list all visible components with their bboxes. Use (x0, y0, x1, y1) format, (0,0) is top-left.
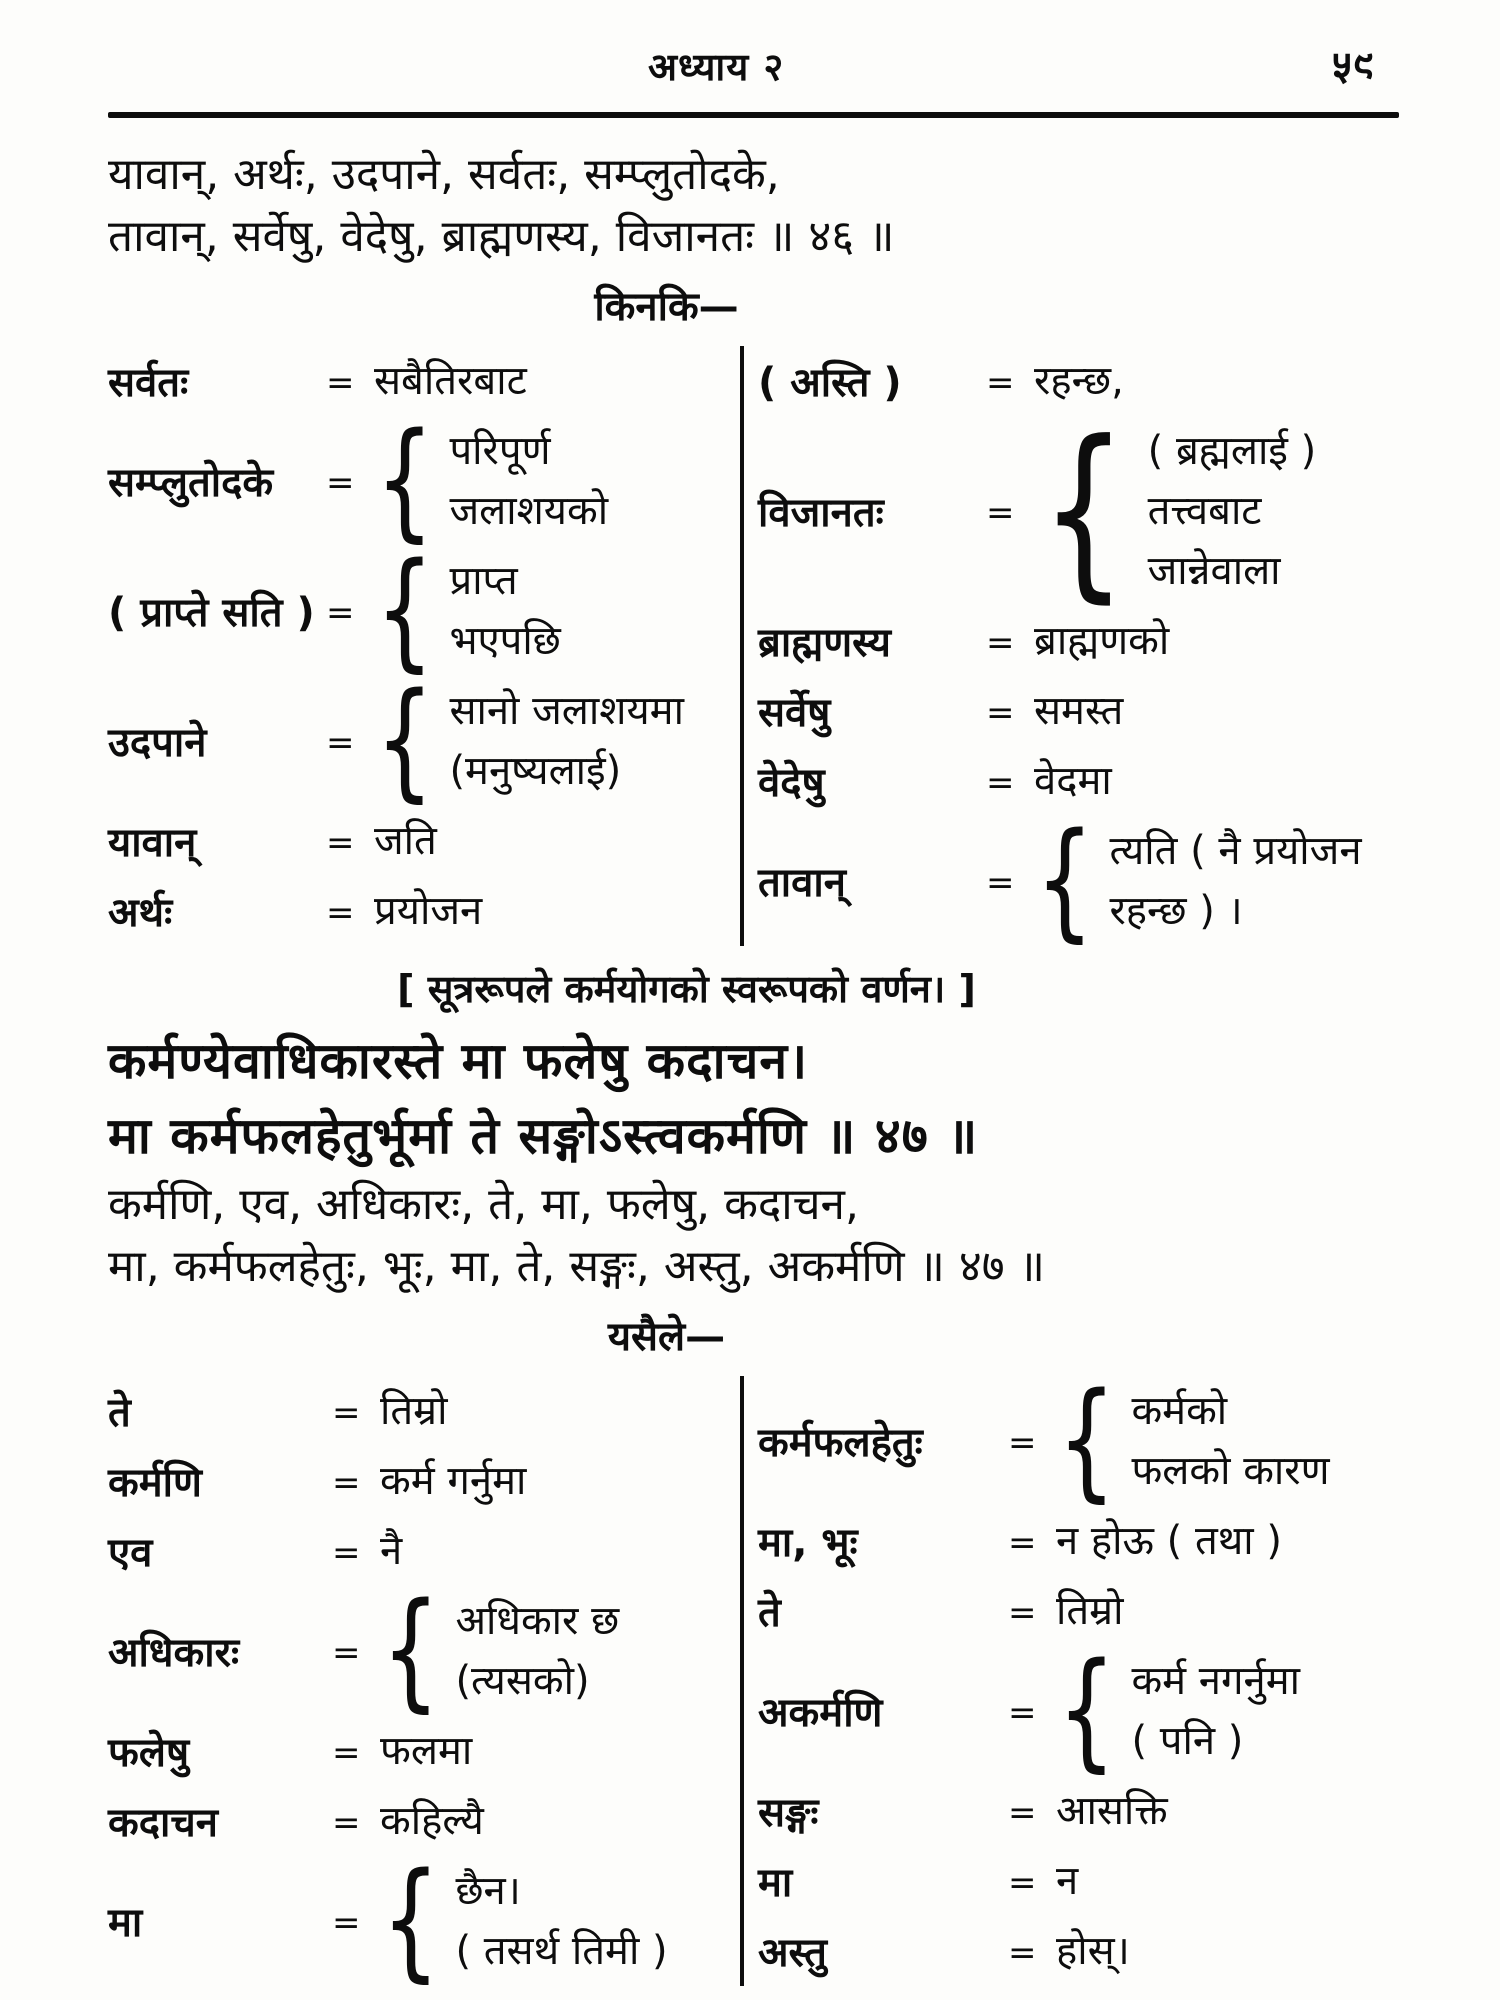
equals-sign: = (332, 1532, 361, 1573)
glossary1-right-column (744, 346, 1405, 955)
glossary-row (108, 665, 734, 815)
glossary-row (758, 1851, 1405, 1911)
headword: मा (758, 1860, 793, 1907)
meaning-line: तिम्रो (1056, 1587, 1124, 1634)
headword: यावान् (108, 820, 197, 867)
glossary2-right-column (744, 1365, 1405, 1986)
headword: ( प्राप्ते सति ) (108, 590, 315, 637)
glossary-table-verse47 (108, 1365, 1405, 1995)
equals-sign: = (1008, 1932, 1037, 1973)
equals-sign: = (332, 1802, 361, 1843)
meaning-line: सबैतिरबाट (374, 357, 527, 404)
glossary-row (758, 1781, 1405, 1841)
meaning-lines (455, 1861, 667, 1981)
equals-sign: = (986, 492, 1015, 533)
headword: अस्तु (758, 1930, 827, 1977)
meaning-line: रहन्छ, (1034, 357, 1124, 404)
equals-sign: = (986, 362, 1015, 403)
headword: उदपाने (108, 720, 207, 767)
equals-sign: = (986, 692, 1015, 733)
headword: कदाचन (108, 1800, 218, 1847)
equals-sign: = (332, 1632, 361, 1673)
meaning-line: होस्। (1056, 1927, 1130, 1974)
meaning-lines (1056, 1581, 1123, 1641)
definition: { कर्मको फलको कारण (1057, 1365, 1330, 1515)
glossary-row (758, 805, 1405, 955)
meaning-line: ( पनि ) (1131, 1717, 1244, 1764)
verse47-word-split-line1: कर्मणि, एव, अधिकारः, ते, मा, फलेषु, कदाचन, (108, 1178, 859, 1230)
definition (1056, 1781, 1168, 1841)
meaning-line: नै (380, 1527, 403, 1574)
definition: { ( ब्रह्मलाई ) तत्त्वबाट जान्नेवाला (1040, 400, 1317, 620)
meaning-line: कर्मको (1131, 1387, 1228, 1434)
headword: मा, भूः (758, 1520, 858, 1567)
headword: सर्वेषु (758, 690, 831, 737)
meaning-lines (1034, 681, 1123, 741)
equals-sign: = (326, 892, 355, 933)
headword: एव (108, 1530, 153, 1577)
meaning-lines (374, 811, 437, 871)
definition (1056, 1581, 1123, 1641)
meaning-line: भएपछि (449, 617, 561, 664)
definition (374, 881, 482, 941)
glossary-row (108, 1721, 734, 1781)
meaning-line: अधिकार छ (455, 1597, 620, 1644)
meaning-lines (1148, 421, 1317, 601)
glossary-row (758, 1365, 1405, 1515)
meaning-line: (मनुष्यलाई) (449, 747, 622, 794)
meaning-lines (1056, 1851, 1078, 1911)
definition (380, 1381, 447, 1441)
definition (1056, 1851, 1078, 1911)
equals-sign: = (1008, 1692, 1037, 1733)
meaning-line: जलाशयको (449, 487, 609, 534)
page-header (108, 34, 1405, 98)
glossary-row (108, 351, 734, 411)
headword: सम्प्लुतोदके (108, 460, 274, 507)
headword: मा (108, 1900, 143, 1947)
meaning-lines (380, 1451, 526, 1511)
verse46-word-split-line2: तावान्, सर्वेषु, वेदेषु, ब्राह्मणस्य, विजानतः ॥ ४६ ॥ (108, 211, 895, 263)
definition (374, 351, 527, 411)
equals-sign: = (1008, 1592, 1037, 1633)
meaning-lines (380, 1381, 447, 1441)
definition: { प्राप्त भएपछि (375, 535, 561, 685)
meaning-lines (1056, 1511, 1282, 1571)
meaning-line: कर्म नगर्नुमा (1131, 1657, 1300, 1704)
glossary-row (108, 535, 734, 685)
chapter-title: अध्याय २ (648, 45, 785, 89)
meaning-lines (1034, 751, 1112, 811)
definition (374, 811, 437, 871)
equals-sign: = (1008, 1862, 1037, 1903)
meaning-line: सानो जलाशयमा (449, 687, 684, 734)
headword: अकर्मणि (758, 1690, 883, 1737)
meaning-lines (374, 881, 482, 941)
equals-sign: = (326, 722, 355, 763)
meaning-line: जान्नेवाला (1147, 547, 1281, 594)
equals-sign: = (326, 822, 355, 863)
glossary-row (108, 405, 734, 555)
definition (1034, 751, 1112, 811)
meaning-line: कर्म गर्नुमा (380, 1457, 527, 1504)
meaning-lines (449, 681, 684, 801)
headword: सर्वतः (108, 360, 189, 407)
definition (1034, 681, 1123, 741)
meaning-lines (380, 1521, 402, 1581)
definition: { त्यति ( नै प्रयोजन रहन्छ ) । (1035, 805, 1362, 955)
meaning-lines (1109, 821, 1361, 941)
definition (380, 1521, 402, 1581)
meaning-line: रहन्छ ) । (1109, 887, 1243, 934)
equals-sign: = (986, 762, 1015, 803)
meaning-line: प्राप्त (449, 557, 518, 604)
meaning-line: (त्यसको) (455, 1657, 590, 1704)
glossary1-left-column (108, 346, 740, 946)
meaning-lines (380, 1791, 484, 1851)
glossary-row (108, 1575, 734, 1725)
headword: विजानतः (758, 490, 884, 537)
header-rule (108, 112, 1399, 118)
meaning-lines (1034, 611, 1169, 671)
definition (1056, 1511, 1282, 1571)
verse47-line1: कर्मण्येवाधिकारस्ते मा फलेषु कदाचन। (108, 1031, 809, 1090)
meaning-line: फलको कारण (1131, 1447, 1330, 1494)
meaning-line: तत्त्वबाट (1147, 487, 1262, 534)
glossary-row (108, 1381, 734, 1441)
meaning-lines (1131, 1381, 1329, 1501)
definition: { परिपूर्ण जलाशयको (375, 405, 609, 555)
meaning-line: आसक्ति (1056, 1787, 1168, 1834)
meaning-line: जति (374, 817, 437, 864)
meaning-lines (380, 1721, 472, 1781)
glossary-row (758, 611, 1405, 671)
headword: ते (108, 1390, 131, 1437)
equals-sign: = (1008, 1522, 1037, 1563)
equals-sign: = (332, 1392, 361, 1433)
headword: ते (758, 1590, 781, 1637)
headword: कर्मफलहेतुः (758, 1420, 923, 1467)
headword: कर्मणि (108, 1460, 202, 1507)
glossary-row (108, 1791, 734, 1851)
headword: वेदेषु (758, 760, 825, 807)
equals-sign: = (326, 462, 355, 503)
definition (1034, 611, 1169, 671)
glossary-row (108, 1521, 734, 1581)
meaning-lines (455, 1591, 619, 1711)
meaning-line: तिम्रो (380, 1387, 448, 1434)
verse47-word-split-line2: मा, कर्मफलहेतुः, भूः, मा, ते, सङ्गः, अस्तु, अकर्मणि ॥ ४७ ॥ (108, 1241, 1045, 1293)
definition (1056, 1921, 1130, 1981)
headword: अधिकारः (108, 1630, 240, 1677)
meaning-line: छैन। (455, 1867, 521, 1914)
glossary-row (108, 811, 734, 871)
verse46-word-split-line1: यावान्, अर्थः, उदपाने, सर्वतः, सम्प्लुतोदके, (108, 149, 780, 200)
headword: ( अस्ति ) (758, 360, 902, 407)
glossary-row (758, 400, 1405, 620)
meaning-lines (449, 551, 560, 671)
glossary-row (758, 1921, 1405, 1981)
glossary-row (108, 1451, 734, 1511)
equals-sign: = (1008, 1422, 1037, 1463)
equals-sign: = (986, 862, 1015, 903)
glossary-row (758, 1511, 1405, 1571)
because-label: किनकि— (594, 283, 739, 330)
page-number: ५९ (1331, 43, 1373, 89)
bracket-note: [ सूत्ररूपले कर्मयोगको स्वरूपको वर्णन। ] (397, 966, 976, 1011)
meaning-line: फलमा (380, 1727, 473, 1774)
glossary-row (758, 751, 1405, 811)
headword: अर्थः (108, 890, 173, 937)
glossary-row (108, 881, 734, 941)
headword: फलेषु (108, 1730, 190, 1777)
meaning-lines (1056, 1781, 1168, 1841)
meaning-line: त्यति ( नै प्रयोजन (1109, 827, 1362, 874)
equals-sign: = (332, 1902, 361, 1943)
meaning-line: ब्राह्मणको (1034, 617, 1170, 664)
meaning-lines (1056, 1921, 1130, 1981)
equals-sign: = (326, 592, 355, 633)
equals-sign: = (1008, 1792, 1037, 1833)
meaning-line: वेदमा (1034, 757, 1112, 804)
glossary-row (758, 1635, 1405, 1785)
glossary2-left-column (108, 1376, 740, 1995)
therefore-label: यसैले— (607, 1313, 726, 1360)
equals-sign: = (332, 1732, 361, 1773)
equals-sign: = (986, 622, 1015, 663)
meaning-line: न होऊ ( तथा ) (1056, 1517, 1282, 1564)
definition (380, 1791, 484, 1851)
headword: तावान् (758, 860, 846, 907)
glossary-row (758, 681, 1405, 741)
meaning-line: प्रयोजन (374, 887, 483, 934)
meaning-line: ( ब्रह्मलाई ) (1147, 427, 1317, 474)
headword: ब्राह्मणस्य (758, 620, 891, 667)
glossary-row (758, 1581, 1405, 1641)
meaning-lines (374, 351, 527, 411)
definition: { कर्म नगर्नुमा ( पनि ) (1057, 1635, 1300, 1785)
definition (380, 1451, 526, 1511)
definition: { सानो जलाशयमा (मनुष्यलाई) (375, 665, 684, 815)
headword: सङ्गः (758, 1790, 819, 1837)
meaning-line: ( तसर्थ तिमी ) (455, 1927, 668, 1974)
definition (380, 1721, 472, 1781)
verse47-line2: मा कर्मफलहेतुर्भूर्मा ते सङ्गोऽस्त्वकर्मणि ॥ ४७ ॥ (108, 1106, 979, 1165)
definition: { छैन। ( तसर्थ तिमी ) (381, 1845, 668, 1995)
meaning-lines (449, 421, 608, 541)
definition: { अधिकार छ (त्यसको) (381, 1575, 620, 1725)
equals-sign: = (332, 1462, 361, 1503)
meaning-line: न (1056, 1857, 1079, 1904)
meaning-line: परिपूर्ण (449, 427, 551, 474)
meaning-line: समस्त (1034, 687, 1124, 734)
glossary-row (108, 1845, 734, 1995)
equals-sign: = (326, 362, 355, 403)
glossary-table-verse46 (108, 346, 1405, 955)
meaning-lines (1131, 1651, 1300, 1771)
meaning-line: कहिल्यै (380, 1797, 484, 1844)
